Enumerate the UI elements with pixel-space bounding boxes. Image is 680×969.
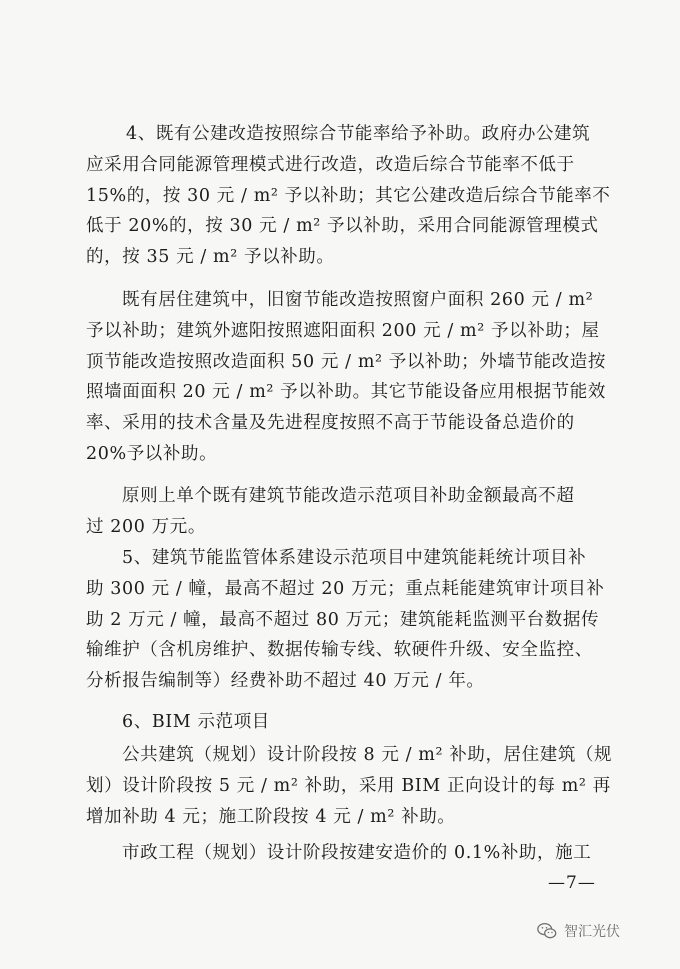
text-line: 4、既有公建改造按照综合节能率给予补助。政府办公建筑: [126, 124, 591, 144]
text-line: 的，按 35 元 / m² 予以补助。: [86, 247, 335, 268]
text-line: 顶节能改造按照改造面积 50 元 / m² 予以补助；外墙节能改造按: [86, 351, 606, 372]
page-number: —7—: [548, 873, 596, 893]
text-line: 率、采用的技术含量及先进程度按照不高于节能设备总造价的: [86, 413, 575, 434]
text-line: 输维护（含机房维护、数据传输专线、软硬件升级、安全监控、: [86, 640, 593, 661]
paragraph-max-subsidy: [86, 481, 596, 543]
text-line: 20%予以补助。: [86, 443, 218, 464]
text-line: 15%的，按 30 元 / m² 予以补助；其它公建改造后综合节能率不: [86, 185, 611, 206]
watermark-text: 智汇光伏: [564, 924, 620, 940]
text-line: 过 200 万元。: [86, 516, 206, 537]
text-line: 公共建筑（规划）设计阶段按 8 元 / m² 补助，居住建筑（规: [122, 745, 613, 765]
wechat-icon: [536, 920, 558, 942]
watermark: [536, 918, 620, 944]
paragraph-bim: [86, 740, 613, 832]
text-line: 5、建筑节能监管体系建设示范项目中建筑能耗统计项目补: [122, 548, 587, 568]
paragraph-5: [86, 543, 605, 697]
text-line: 予以补助；建筑外遮阳按照遮阳面积 200 元 / m² 予以补助；屋: [86, 320, 600, 341]
text-line: 照墙面面积 20 元 / m² 予以补助。其它节能设备应用根据节能效: [86, 382, 606, 403]
text-line: 助 300 元 / 幢，最高不超过 20 万元；重点耗能建筑审计项目补: [86, 578, 605, 599]
paragraph-residential: [86, 285, 606, 470]
text-line: 划）设计阶段按 5 元 / m² 补助，采用 BIM 正向设计的每 m² 再: [86, 775, 611, 796]
text-line: 应采用合同能源管理模式进行改造，改造后综合节能率不低于: [86, 154, 575, 175]
text-line: 市政工程（规划）设计阶段按建安造价的 0.1%补助，施工: [122, 843, 592, 863]
paragraph-municipal: [86, 838, 596, 869]
text-line: 增加补助 4 元；施工阶段按 4 元 / m² 补助。: [86, 806, 456, 827]
text-line: 助 2 万元 / 幢，最高不超过 80 万元；建筑能耗监测平台数据传: [86, 609, 600, 630]
text-line: 6、BIM 示范项目: [122, 712, 270, 732]
paragraph-4: [86, 119, 611, 273]
text-line: 既有居住建筑中，旧窗节能改造按照窗户面积 260 元 / m²: [122, 290, 594, 310]
paragraph-6-heading: [86, 707, 596, 738]
text-line: 低于 20%的，按 30 元 / m² 予以补助，采用合同能源管理模式: [86, 216, 599, 237]
text-line: 原则上单个既有建筑节能改造示范项目补助金额最高不超: [122, 486, 575, 506]
text-line: 分析报告编制等）经费补助不超过 40 万元 / 年。: [86, 671, 485, 692]
